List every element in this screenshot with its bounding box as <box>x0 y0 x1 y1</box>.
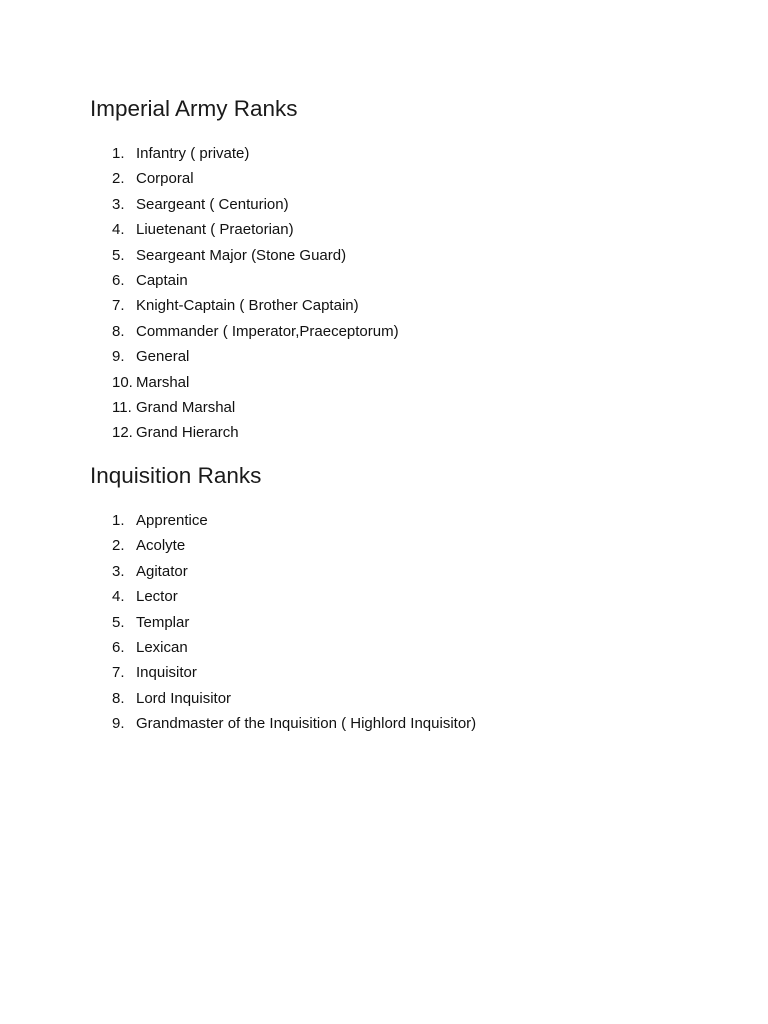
list-item-label: Seargeant ( Centurion) <box>136 195 289 213</box>
list-item-label: Acolyte <box>136 537 186 555</box>
list-item-number: 12. <box>112 424 133 442</box>
list-item-label: Inquisitor <box>136 664 197 682</box>
list-item-label: Apprentice <box>136 512 208 529</box>
list-item-label: Knight-Captain ( Brother Captain) <box>136 297 359 315</box>
list-item-number: 4. <box>112 221 125 239</box>
list-item-label: Commander ( Imperator,Praeceptorum) <box>136 322 399 340</box>
list-item-label: Lexican <box>136 638 188 656</box>
list-item-label: Seargeant Major (Stone Guard) <box>136 246 347 264</box>
list-item-number: 11. <box>112 398 132 416</box>
list-item-number: 3. <box>112 562 125 580</box>
list-item-label: Lector <box>136 588 178 606</box>
list-item-label: Corporal <box>136 170 194 188</box>
list-item-number: 6. <box>112 271 125 289</box>
list-item-label: Grandmaster of the Inquisition ( Highlord Inquisitor) <box>136 715 477 733</box>
list-item-number: 9. <box>112 348 125 366</box>
list-item-label: Lord Inquisitor <box>136 689 232 707</box>
list-item-label: Agitator <box>136 562 188 580</box>
list-item-number: 1. <box>112 145 125 162</box>
list-item-number: 7. <box>112 297 125 315</box>
list-item-label: Marshal <box>136 373 190 391</box>
list-item-number: 8. <box>112 689 125 707</box>
list-item-number: 10. <box>112 373 133 391</box>
list-item-label: Liuetenant ( Praetorian) <box>136 221 294 239</box>
list-item-label: Templar <box>136 613 190 631</box>
list-item-label: General <box>136 348 190 366</box>
inquisition-heading: Inquisition Ranks <box>90 463 262 488</box>
list-item-number: 2. <box>112 537 125 555</box>
list-item-number: 8. <box>112 322 125 340</box>
list-item-number: 2. <box>112 170 125 188</box>
list-item-number: 9. <box>112 715 125 733</box>
list-item-number: 5. <box>112 246 125 264</box>
list-item-number: 5. <box>112 613 125 631</box>
list-item-label: Grand Marshal <box>136 398 236 416</box>
list-item-number: 1. <box>112 512 125 529</box>
list-item-number: 3. <box>112 195 125 213</box>
list-item-label: Captain <box>136 271 188 289</box>
list-item-label: Grand Hierarch <box>136 424 239 442</box>
list-item-number: 6. <box>112 638 125 656</box>
imperial-army-heading: Imperial Army Ranks <box>90 96 298 121</box>
list-item-number: 7. <box>112 664 125 682</box>
list-item-number: 4. <box>112 588 125 606</box>
list-item-label: Infantry ( private) <box>136 145 250 162</box>
